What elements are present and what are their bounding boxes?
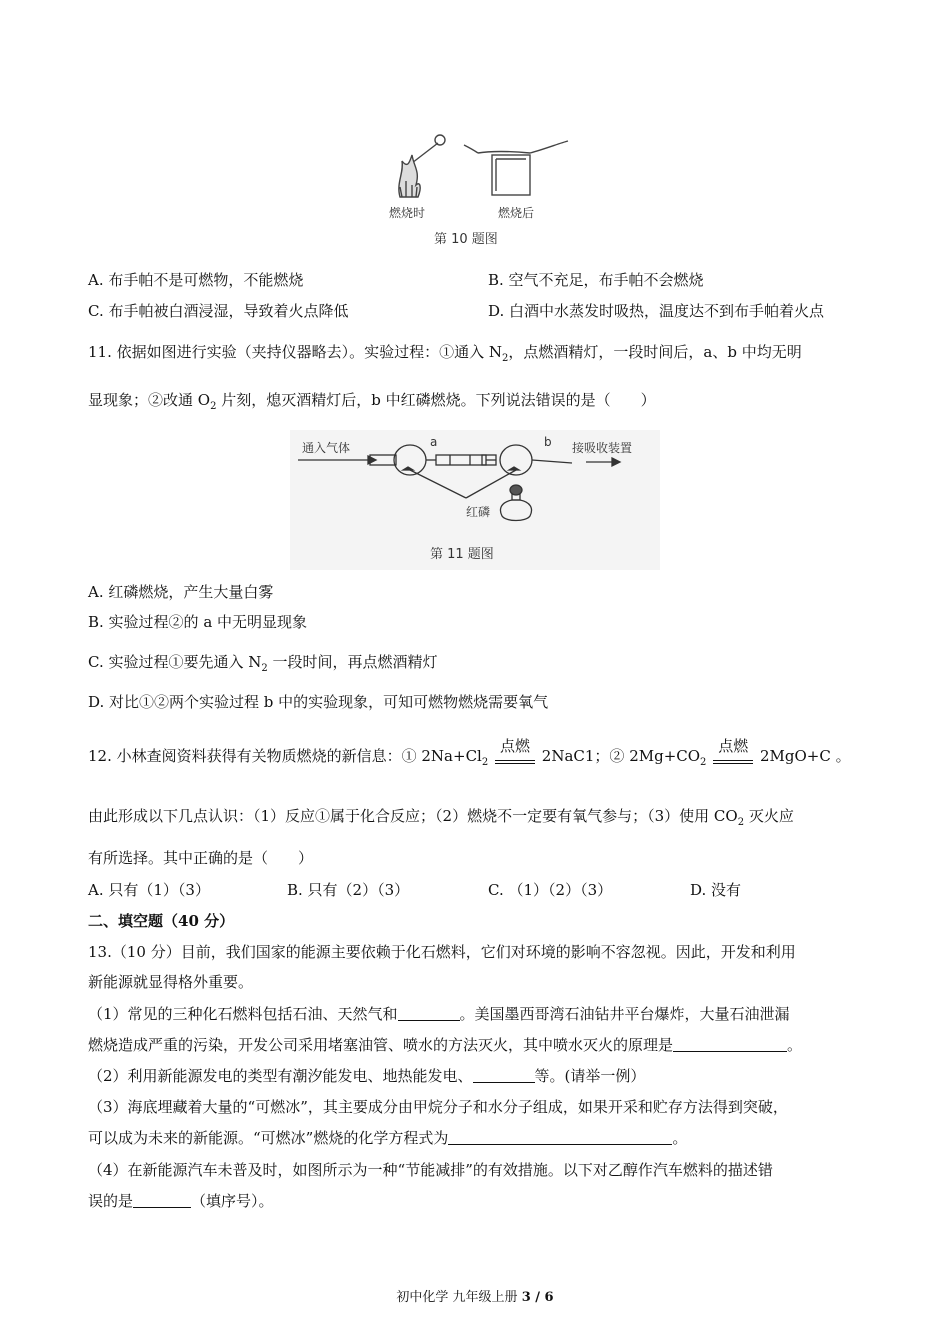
fig11-outlet-label: 接吸收装置: [572, 441, 633, 455]
reaction-condition-2: 点燃: [713, 742, 753, 772]
answer-blank[interactable]: [448, 1130, 672, 1145]
q13-part3-line1: （3）海底埋藏着大量的“可燃冰”，其主要成分由甲烷分子和水分子组成，如果开采和贮存方法得到突破，: [88, 1098, 788, 1116]
q10-option-c: C. 布手帕被白酒浸湿，导致着火点降低: [88, 302, 349, 320]
q12-option-b: B. 只有（2）（3）: [287, 881, 410, 899]
fig10-right-label: 燃烧后: [498, 206, 535, 220]
q12-option-d: D. 没有: [690, 881, 742, 899]
q13-part4-line1: （4）在新能源汽车未普及时，如图所示为一种“节能减排”的有效措施。以下对乙醇作汽车燃料的描述错: [88, 1161, 773, 1179]
answer-blank[interactable]: [473, 1068, 535, 1083]
figure-11: [290, 430, 660, 570]
page-number: 3 / 6: [521, 1290, 554, 1305]
q13-part3-line2: 可以成为未来的新能源。“可燃冰”燃烧的化学方程式为 。: [88, 1129, 688, 1147]
fig10-caption: 第 10 题图: [434, 232, 498, 247]
section-2-heading: 二、填空题（40 分）: [88, 912, 235, 930]
figure-10: [380, 125, 570, 253]
page-footer: 初中化学 九年级上册 3 / 6: [396, 1290, 554, 1305]
q13-part1-line2: 燃烧造成严重的污染，开发公司采用堵塞油管、喷水的方法灭火，其中喷水灭火的原理是 。: [88, 1036, 803, 1054]
q12-stem-line2: 由此形成以下几点认识：（1）反应①属于化合反应；（2）燃烧不一定要有氧气参与；（3）使用 $CO_2$ 灭火应: [88, 807, 794, 828]
fig11-label-b: b: [544, 435, 552, 449]
q11-option-c: C. 实验过程①要先通入 $N_2$ 一段时间，再点燃酒精灯: [88, 653, 438, 674]
q11-option-a: A. 红磷燃烧，产生大量白雾: [88, 583, 274, 601]
answer-blank[interactable]: [673, 1037, 787, 1052]
q13-stem-line2: 新能源就显得格外重要。: [88, 973, 254, 991]
q10-option-d: D. 白酒中水蒸发时吸热，温度达不到布手帕着火点: [488, 302, 825, 320]
burning-cloth-drawing: [399, 135, 445, 197]
q10-option-a: A. 布手帕不是可燃物，不能燃烧: [88, 271, 304, 289]
apparatus-drawing: [298, 445, 620, 521]
q11-option-d: D. 对比①②两个实验过程 b 中的实验现象，可知可燃物燃烧需要氧气: [88, 693, 549, 711]
fig11-caption: 第 11 题图: [430, 547, 494, 562]
fig10-left-label: 燃烧时: [389, 206, 426, 220]
q12-stem-line3: 有所选择。其中正确的是（ ）: [88, 849, 314, 867]
q11-option-b: B. 实验过程②的 a 中无明显现象: [88, 613, 308, 631]
fig11-label-a: a: [430, 435, 438, 449]
answer-blank[interactable]: [133, 1193, 191, 1208]
q13-stem-line1: 13.（10 分）目前，我们国家的能源主要依赖于化石燃料，它们对环境的影响不容忽视。因此，开发和利用: [88, 943, 796, 961]
reaction-condition-1: 点燃: [495, 742, 535, 772]
q13-part4-line2: 误的是 （填序号）。: [88, 1192, 274, 1210]
fig11-phosphorus-label: 红磷: [466, 505, 491, 519]
q11-stem-line1: 11. 依据如图进行实验（夹持仪器略去）。实验过程：①通入 $N_2$，点燃酒精灯，一段时间后，a、b 中均无明: [88, 343, 802, 364]
q12-option-a: A. 只有（1）（3）: [88, 881, 210, 899]
answer-blank[interactable]: [398, 1006, 460, 1021]
intact-cloth-drawing: [464, 141, 568, 195]
q13-part2: （2）利用新能源发电的类型有潮汐能发电、地热能发电、 等。(请举一例）: [88, 1067, 646, 1085]
fig11-inlet-label: 通入气体: [302, 441, 351, 455]
q10-option-b: B. 空气不充足，布手帕不会燃烧: [488, 271, 704, 289]
q12-option-c: C. （1）（2）（3）: [488, 881, 613, 899]
q13-part1-line1: （1）常见的三种化石燃料包括石油、天然气和 。美国墨西哥湾石油钻井平台爆炸，大量石油泄漏: [88, 1005, 790, 1023]
q12-stem-line1: 12. 小林查阅资料获得有关物质燃烧的新信息：① $2Na+Cl_2$ 点燃 2NaC1；② $2Mg+CO_2$ 点燃 2MgO+C 。: [88, 742, 851, 772]
q11-stem-line2: 显现象；②改通 $O_2$ 片刻，熄灭酒精灯后，b 中红磷燃烧。下列说法错误的是（ ）: [88, 391, 656, 412]
